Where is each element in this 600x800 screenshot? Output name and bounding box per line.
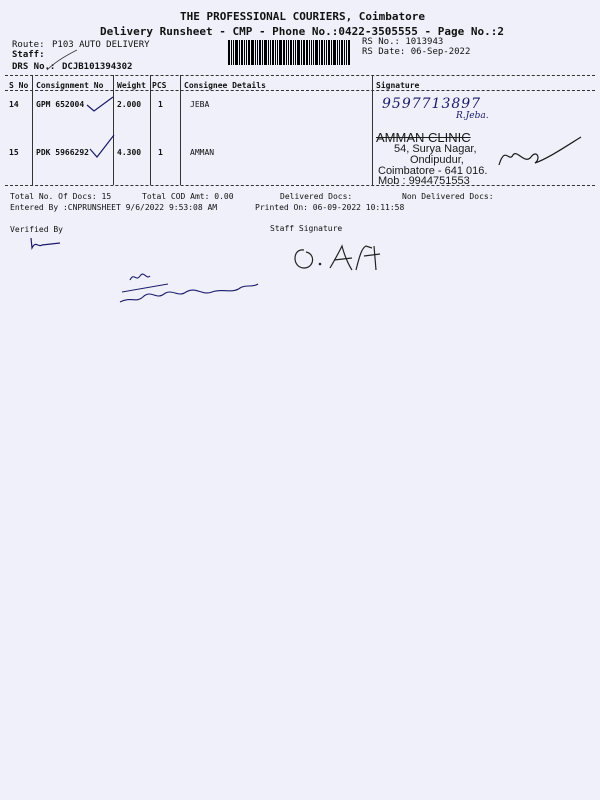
barcode-bar xyxy=(290,40,292,65)
barcode-bar xyxy=(326,40,327,65)
rs-date: RS Date: 06-Sep-2022 xyxy=(362,47,471,57)
row-14-consignee: JEBA xyxy=(190,100,210,109)
footer-delivered: Delivered Docs: xyxy=(280,192,353,201)
row-14-phone-handwritten: 9597713897 xyxy=(382,96,482,112)
barcode-bar xyxy=(283,40,285,65)
row-14-consignment: GPM 652004 xyxy=(36,100,85,109)
barcode-bar xyxy=(244,40,245,65)
barcode-bar xyxy=(235,40,238,65)
barcode-bar xyxy=(255,40,256,65)
row-15-signature-icon xyxy=(495,135,585,175)
table-bottom-divider xyxy=(5,185,595,186)
barcode-bar xyxy=(272,40,274,65)
footer-entered-by: Entered By :CNPRUNSHEET 9/6/2022 9:53:08 AM xyxy=(10,203,218,212)
barcode-bar xyxy=(309,40,310,65)
barcode-bar xyxy=(275,40,276,65)
barcode-bar xyxy=(303,40,305,65)
table-header-divider xyxy=(5,90,595,91)
barcode-bar xyxy=(268,40,269,65)
barcode-bar xyxy=(297,40,300,65)
col-sep xyxy=(150,75,151,185)
barcode-bar xyxy=(339,40,340,65)
clinic-stamp-line4: Mob : 9944751553 xyxy=(378,175,470,187)
clinic-stamp-line1: 54, Surya Nagar, xyxy=(394,143,477,155)
col-sep xyxy=(180,75,181,185)
barcode-bar xyxy=(293,40,294,65)
row-15-consignee: AMMAN xyxy=(190,148,215,157)
clinic-stamp-line2: Ondipudur, xyxy=(410,154,464,166)
clinic-stamp-name: AMMAN CLINIC xyxy=(376,130,471,145)
col-sep xyxy=(372,75,373,185)
barcode-bar xyxy=(270,40,271,65)
barcode-bar xyxy=(331,40,332,65)
row-15-pcs: 1 xyxy=(158,148,163,157)
barcode-bar xyxy=(239,40,240,65)
barcode-bar xyxy=(288,40,289,65)
row-14-weight: 2.000 xyxy=(117,100,142,109)
col-header-signature: Signature xyxy=(376,81,420,90)
staff-label: Staff: xyxy=(12,50,45,60)
barcode-bar xyxy=(313,40,314,65)
footer-total-cod: Total COD Amt: 0.00 xyxy=(142,192,234,201)
company-title: THE PROFESSIONAL COURIERS, Coimbatore xyxy=(180,10,426,23)
barcode-bar xyxy=(306,40,308,65)
barcode-bar xyxy=(246,40,247,65)
barcode-bar xyxy=(315,40,318,65)
barcode-bar xyxy=(277,40,278,65)
route-label: Route: xyxy=(12,40,45,50)
row-14-pcs: 1 xyxy=(158,100,163,109)
runsheet-subtitle: Delivery Runsheet - CMP - Phone No.:0422-3505555 - Page No.:2 xyxy=(100,25,504,38)
drs-value: DCJB101394302 xyxy=(62,62,133,72)
rs-number: RS No.: 1013943 xyxy=(362,37,444,47)
col-header-consignment: Consignment No xyxy=(36,81,104,90)
row-14-sno: 14 xyxy=(9,100,19,109)
row-14-name-handwritten: R.Jeba. xyxy=(456,111,489,121)
tick-mark-icon xyxy=(85,95,115,115)
barcode-image xyxy=(228,40,352,65)
row-15-weight: 4.300 xyxy=(117,148,142,157)
clinic-stamp-line3: Coimbatore - 641 016. xyxy=(378,165,488,177)
barcode-bar xyxy=(344,40,345,65)
col-header-pcs: PCS xyxy=(152,81,167,90)
col-sep xyxy=(32,75,33,185)
barcode-bar xyxy=(251,40,254,65)
barcode-bar xyxy=(324,40,325,65)
barcode-bar xyxy=(319,40,320,65)
handwritten-note-icon xyxy=(112,266,262,306)
barcode-bar xyxy=(286,40,287,65)
barcode-bar xyxy=(233,40,234,65)
col-header-sno: S No xyxy=(9,81,29,90)
drs-label: DRS No.: xyxy=(12,62,56,72)
barcode-bar xyxy=(279,40,282,65)
footer-printed-on: Printed On: 06-09-2022 10:11:58 xyxy=(255,203,405,212)
pen-scribble-icon xyxy=(45,48,80,73)
barcode-bar xyxy=(328,40,330,65)
barcode-bar xyxy=(348,40,350,65)
barcode-bar xyxy=(228,40,230,65)
barcode-bar xyxy=(241,40,243,65)
verified-signature-icon xyxy=(28,236,63,251)
barcode-bar xyxy=(337,40,338,65)
table-top-divider xyxy=(5,75,595,76)
barcode-bar xyxy=(341,40,343,65)
footer-total-docs: Total No. Of Docs: 15 xyxy=(10,192,112,201)
verified-by-label: Verified By xyxy=(10,225,63,234)
barcode-bar xyxy=(333,40,336,65)
col-header-consignee: Consignee Details xyxy=(184,81,266,90)
row-15-consignment: PDK 5966292 xyxy=(36,148,89,157)
staff-signature-icon xyxy=(290,240,400,280)
col-sep xyxy=(113,75,114,185)
col-header-weight: Weight xyxy=(117,81,146,90)
staff-signature-label: Staff Signature xyxy=(270,224,343,233)
tick-mark-icon xyxy=(88,133,118,163)
barcode-bar xyxy=(321,40,323,65)
barcode-bar xyxy=(301,40,302,65)
row-15-sno: 15 xyxy=(9,148,19,157)
route-value: P103 AUTO DELIVERY xyxy=(52,40,150,50)
barcode-bar xyxy=(295,40,296,65)
barcode-bar xyxy=(262,40,263,65)
barcode-bar xyxy=(311,40,312,65)
barcode-bar xyxy=(231,40,232,65)
barcode-bar xyxy=(248,40,250,65)
footer-non-delivered: Non Delivered Docs: xyxy=(402,192,494,201)
barcode-bar xyxy=(257,40,258,65)
barcode-bar xyxy=(264,40,267,65)
barcode-bar xyxy=(259,40,261,65)
barcode-bar xyxy=(346,40,347,65)
